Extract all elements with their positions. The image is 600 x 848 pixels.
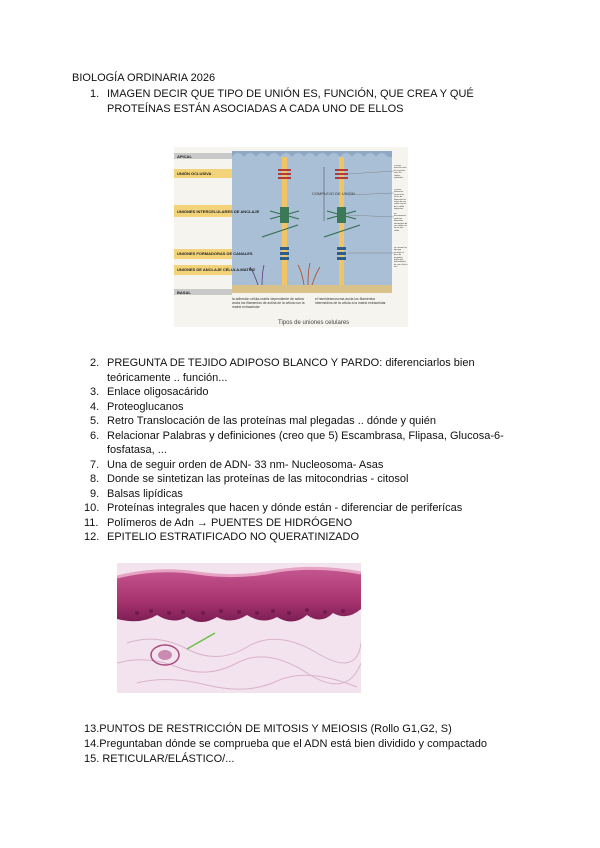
item-text: Una de seguir orden de ADN- 33 nm- Nucleosoma- Asas	[107, 458, 384, 471]
fig1-label-basal: BASAL	[177, 290, 191, 295]
item-number: 12.	[84, 531, 100, 543]
item-number: 2.	[90, 357, 100, 369]
item-number: 15.	[84, 753, 100, 765]
item-number: 5.	[90, 415, 100, 427]
list-item	[84, 501, 520, 516]
item-text: Donde se sintetizan las proteínas de las mitocondrias - citosol	[107, 473, 409, 485]
item-text: PREGUNTA DE TEJIDO ADIPOSO BLANCO Y PARDO: diferenciarlos bien teóricamente .. función...	[107, 357, 475, 384]
item-text: Polímeros de Adn → PUENTES DE HIDRÓGENO	[107, 516, 353, 529]
fig1-label-anchoring: UNIONES INTERCELULARES DE ANCLAJE	[177, 209, 260, 214]
list-item	[90, 472, 520, 487]
fig1-label-channels: UNIONES FORMADORAS DE CANALES	[177, 251, 253, 256]
list-item	[90, 429, 520, 458]
cell-junctions-figure	[174, 147, 408, 327]
fig1-right-label-1: la unión estrecha sella los espacios entre las células epiteliales	[394, 165, 407, 180]
list-item	[84, 737, 534, 752]
fig1-label-apical: APICAL	[177, 154, 192, 159]
item-number: 8.	[90, 473, 100, 485]
question-1	[90, 87, 510, 117]
item-number: 11.	[84, 516, 99, 529]
item-number: 10.	[84, 502, 100, 514]
item-text: Preguntaban dónde se comprueba que el ADN está bien dividido y compactado	[99, 738, 487, 750]
questions-list-2	[84, 722, 534, 767]
item-number: 6.	[90, 429, 100, 442]
list-item	[90, 487, 520, 502]
list-item	[84, 516, 520, 531]
fig1-bottom-label-2: el hemidesmosoma ancla los filamentos intermedios de la célula a la matriz extracelular	[315, 297, 386, 305]
item-text: Proteínas integrales que hacen y dónde están - diferenciar de periferícas	[107, 502, 463, 514]
question-1-number: 1.	[90, 88, 100, 100]
list-item	[90, 400, 520, 415]
item-number: 13.	[84, 723, 100, 735]
document-title: BIOLOGÍA ORDINARIA 2026	[72, 72, 216, 84]
fig1-label-cell-matrix: UNIONES DE ANCLAJE CÉLULA-MATRIZ	[177, 267, 256, 272]
list-item	[90, 385, 520, 400]
item-number: 3.	[90, 386, 100, 398]
fig1-caption: Tipos de uniones celulares	[278, 320, 350, 326]
questions-list	[84, 356, 520, 545]
fig1-right-label-4: las uniones de tipo gap permiten el paso de pequeñas moléculas hidrosolubles de una célula a otra	[394, 247, 408, 269]
item-text: Retro Translocación de las proteínas mal plegadas .. dónde y quién	[107, 415, 436, 427]
list-item	[84, 722, 534, 737]
item-text: EPITELIO ESTRATIFICADO NO QUERATINIZADO	[107, 531, 360, 543]
list-item	[90, 414, 520, 429]
item-number: 14.	[84, 738, 100, 750]
item-text: Proteoglucanos	[107, 400, 184, 413]
fig1-label-junctional-complex: COMPLEJO DE UNIÓN	[312, 191, 355, 196]
item-text: RETICULAR/ELÁSTICO/...	[99, 753, 235, 765]
list-item	[90, 356, 520, 385]
fig1-label-tight: UNIÓN OCLUSIVA	[177, 171, 212, 176]
list-item	[90, 458, 520, 473]
fig1-bottom-label-1: la adhesión célula-matriz dependiente de actina ancla los filamentos de actina de la célula con la matriz extracelular	[232, 297, 305, 309]
epithelium-micrograph	[117, 563, 361, 693]
item-text: PUNTOS DE RESTRICCIÓN DE MITOSIS Y MEIOSIS (Rollo G1,G2, S)	[99, 723, 452, 735]
fig1-right-label-2: la unión adherente conecta los haces de filamentos de actina de una célula con los de la célula adyacente	[394, 189, 407, 211]
item-number: 7.	[90, 458, 100, 471]
question-1-text: IMAGEN DECIR QUE TIPO DE UNIÓN ES, FUNCIÓN, QUE CREA Y QUÉ PROTEÍNAS ESTÁN ASOCIADAS A CADA UNO DE ELLOS	[107, 88, 474, 115]
item-text: Balsas lipídicas	[107, 487, 183, 500]
item-text: Relacionar Palabras y definiciones (creo que 5) Escambrasa, Flipasa, Glucosa-6-fosfatasa, ...	[107, 429, 504, 456]
list-item	[84, 530, 520, 545]
list-item	[84, 752, 534, 767]
item-number: 9.	[90, 487, 100, 500]
fig1-right-label-3: los desmosomas conectan filamentos intermedios de una célula con los de otra célula	[394, 213, 408, 232]
item-text: Enlace oligosacárido	[107, 386, 209, 398]
item-number: 4.	[90, 400, 100, 413]
